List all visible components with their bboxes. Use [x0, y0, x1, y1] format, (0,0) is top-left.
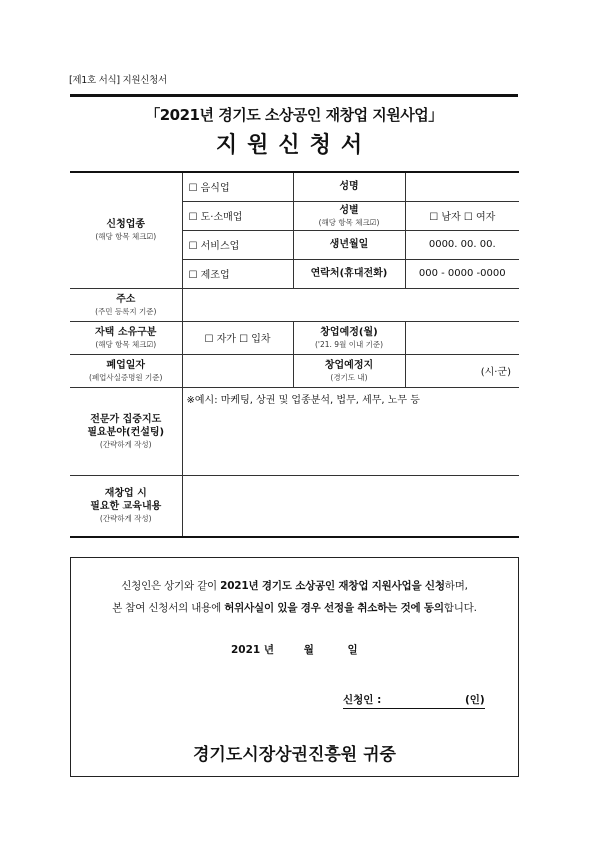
consulting-header: 전문가 집중지도 필요분야(컨설팅) (간략하게 작성): [70, 387, 182, 475]
recipient-line: 경기도시장상권진흥원 귀중: [193, 745, 396, 765]
title-top-rule: [70, 94, 518, 97]
address-field[interactable]: [182, 288, 519, 321]
form-number-label: [제1호 서식] 지원신청서: [69, 75, 167, 86]
option-retail-checkbox[interactable]: ☐ 도·소매업: [182, 201, 293, 230]
name-header: 성명: [293, 172, 405, 201]
gender-checkbox-group[interactable]: ☐ 남자 ☐ 여자: [405, 201, 519, 230]
closure-date-header: 폐업일자 (폐업사실증명원 기준): [70, 354, 182, 387]
education-field[interactable]: [182, 475, 519, 537]
applicant-signature-line[interactable]: [343, 692, 485, 709]
startup-place-header: 창업예정지 (경기도 내): [293, 354, 405, 387]
declaration-box: [70, 557, 519, 777]
contact-header: 연락처(휴대전화): [293, 259, 405, 288]
declaration-line-1: 신청인은 상기와 같이 2021년 경기도 소상공인 재창업 지원사업을 신청하며,: [121, 580, 468, 592]
name-field[interactable]: [405, 172, 519, 201]
gender-header: 성별 (해당 항목 체크☑): [293, 201, 405, 230]
ownership-header: 자택 소유구분 (해당 항목 체크☑): [70, 321, 182, 354]
application-date: [231, 642, 358, 657]
document-title: 「2021년 경기도 소상공인 재창업 지원사업」: [145, 106, 443, 124]
applicant-label: 신청인 :: [343, 694, 382, 706]
ownership-checkbox-group[interactable]: ☐ 자가 ☐ 입차: [182, 321, 293, 354]
option-manufacturing-checkbox[interactable]: ☐ 제조업: [182, 259, 293, 288]
application-form-table: [70, 171, 519, 538]
address-header: 주소 (주민 등록지 기준): [70, 288, 182, 321]
closure-date-field[interactable]: [182, 354, 293, 387]
startup-place-field[interactable]: (시·군): [405, 354, 519, 387]
education-header: 재창업 시 필요한 교육내용 (간략하게 작성): [70, 475, 182, 537]
date-month: 월: [303, 644, 314, 656]
declaration-line-2: 본 참여 신청서의 내용에 허위사실이 있을 경우 선정을 취소하는 것에 동의합니다.: [112, 602, 477, 614]
document-subtitle: 지원신청서: [215, 133, 373, 158]
date-year: 2021 년: [231, 644, 275, 656]
date-day: 일: [347, 644, 358, 656]
consulting-example-note: ※예시: 마케팅, 상권 및 업종분석, 법무, 세무, 노무 등: [186, 394, 420, 406]
startup-month-field[interactable]: [405, 321, 519, 354]
birth-header: 생년월일: [293, 230, 405, 259]
option-food-checkbox[interactable]: ☐ 음식업: [182, 172, 293, 201]
birth-field[interactable]: 0000. 00. 00.: [405, 230, 519, 259]
startup-month-header: 창업예정(월) ('21. 9월 이내 기준): [293, 321, 405, 354]
contact-field[interactable]: 000 - 0000 -0000: [405, 259, 519, 288]
business-type-header: 신청업종 (해당 항목 체크☑): [70, 172, 182, 288]
seal-label: (인): [464, 694, 485, 706]
option-service-checkbox[interactable]: ☐ 서비스업: [182, 230, 293, 259]
consulting-field[interactable]: [182, 387, 519, 475]
